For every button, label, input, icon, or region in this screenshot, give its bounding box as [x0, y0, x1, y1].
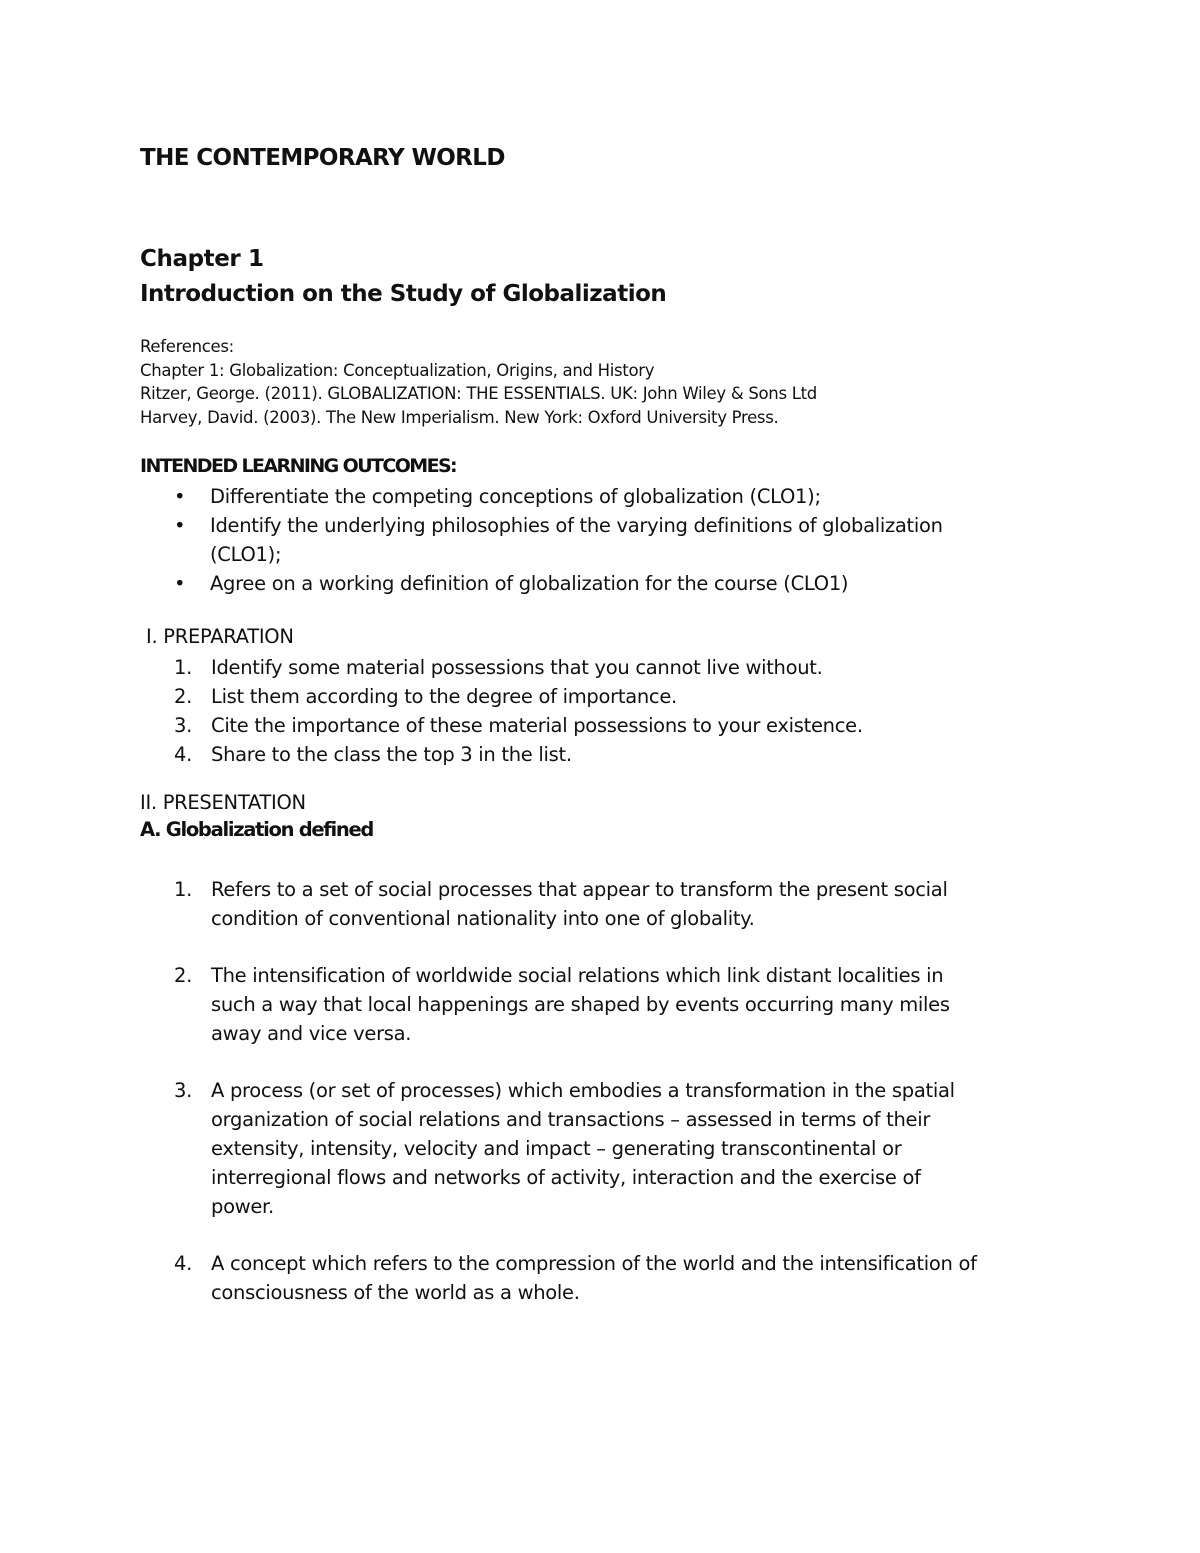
learning-outcomes-list — [174, 482, 943, 598]
definition-line: interregional flows and networks of activity, interaction and the exercise of — [211, 1166, 921, 1189]
definition-line: A concept which refers to the compression of the world and the intensification of — [211, 1252, 977, 1275]
definition-item — [174, 1076, 977, 1221]
references-label: References: — [140, 337, 234, 356]
presentation-heading: II. PRESENTATION — [140, 791, 306, 814]
definition-line: extensity, intensity, velocity and impact – generating transcontinental or — [211, 1137, 902, 1160]
preparation-text: Identify some material possessions that you cannot live without. — [211, 656, 823, 679]
definition-line: away and vice versa. — [211, 1022, 412, 1045]
preparation-item — [174, 740, 863, 769]
learning-outcome-text: Differentiate the competing conceptions of globalization (CLO1); — [210, 485, 821, 508]
item-number: 4. — [174, 1252, 193, 1275]
definition-line: consciousness of the world as a whole. — [211, 1281, 580, 1304]
definition-item — [174, 1249, 977, 1307]
chapter-title: Introduction on the Study of Globalization — [140, 281, 667, 307]
definitions-list — [174, 875, 977, 1335]
definition-line: such a way that local happenings are shaped by events occurring many miles — [211, 993, 950, 1016]
learning-outcomes-heading: INTENDED LEARNING OUTCOMES: — [140, 455, 457, 477]
definition-item — [174, 961, 977, 1048]
preparation-text: List them according to the degree of importance. — [211, 685, 677, 708]
item-number: 2. — [174, 964, 193, 987]
chapter-number: Chapter 1 — [140, 246, 264, 272]
item-number: 4. — [174, 743, 193, 766]
learning-outcome-item — [174, 482, 943, 511]
preparation-text: Share to the class the top 3 in the list. — [211, 743, 572, 766]
reference-item: Chapter 1: Globalization: Conceptualization, Origins, and History — [140, 360, 655, 380]
learning-outcome-text: (CLO1); — [210, 543, 282, 566]
learning-outcome-text: Agree on a working definition of globalization for the course (CLO1) — [210, 572, 849, 595]
preparation-list — [174, 653, 863, 769]
document-title: THE CONTEMPORARY WORLD — [140, 145, 505, 171]
item-number: 1. — [174, 656, 193, 679]
preparation-item — [174, 682, 863, 711]
learning-outcome-item — [174, 511, 943, 569]
bullet-icon: • — [174, 485, 186, 508]
reference-item: Ritzer, George. (2011). GLOBALIZATION: THE ESSENTIALS. UK: John Wiley & Sons Ltd — [140, 384, 817, 403]
references-block — [140, 335, 817, 429]
item-number: 3. — [174, 714, 193, 737]
reference-item: Harvey, David. (2003). The New Imperialism. New York: Oxford University Press. — [140, 407, 779, 427]
item-number: 3. — [174, 1079, 193, 1102]
learning-outcome-item — [174, 569, 943, 598]
bullet-icon: • — [174, 572, 186, 595]
preparation-item — [174, 711, 863, 740]
definition-line: A process (or set of processes) which embodies a transformation in the spatial — [211, 1079, 955, 1102]
preparation-item — [174, 653, 863, 682]
item-number: 2. — [174, 685, 193, 708]
definition-line: organization of social relations and transactions – assessed in terms of their — [211, 1108, 931, 1131]
globalization-defined-heading: A. Globalization defined — [140, 818, 374, 841]
definition-line: power. — [211, 1195, 274, 1218]
definition-line: Refers to a set of social processes that appear to transform the present social — [211, 878, 948, 901]
learning-outcome-text: Identify the underlying philosophies of the varying definitions of globalization — [210, 514, 943, 537]
definition-line: condition of conventional nationality into one of globality. — [211, 907, 755, 930]
item-number: 1. — [174, 878, 193, 901]
definition-item — [174, 875, 977, 933]
definition-line: The intensification of worldwide social relations which link distant localities in — [211, 964, 944, 987]
bullet-icon: • — [174, 514, 186, 537]
preparation-heading: I. PREPARATION — [146, 625, 294, 648]
preparation-text: Cite the importance of these material possessions to your existence. — [211, 714, 863, 737]
